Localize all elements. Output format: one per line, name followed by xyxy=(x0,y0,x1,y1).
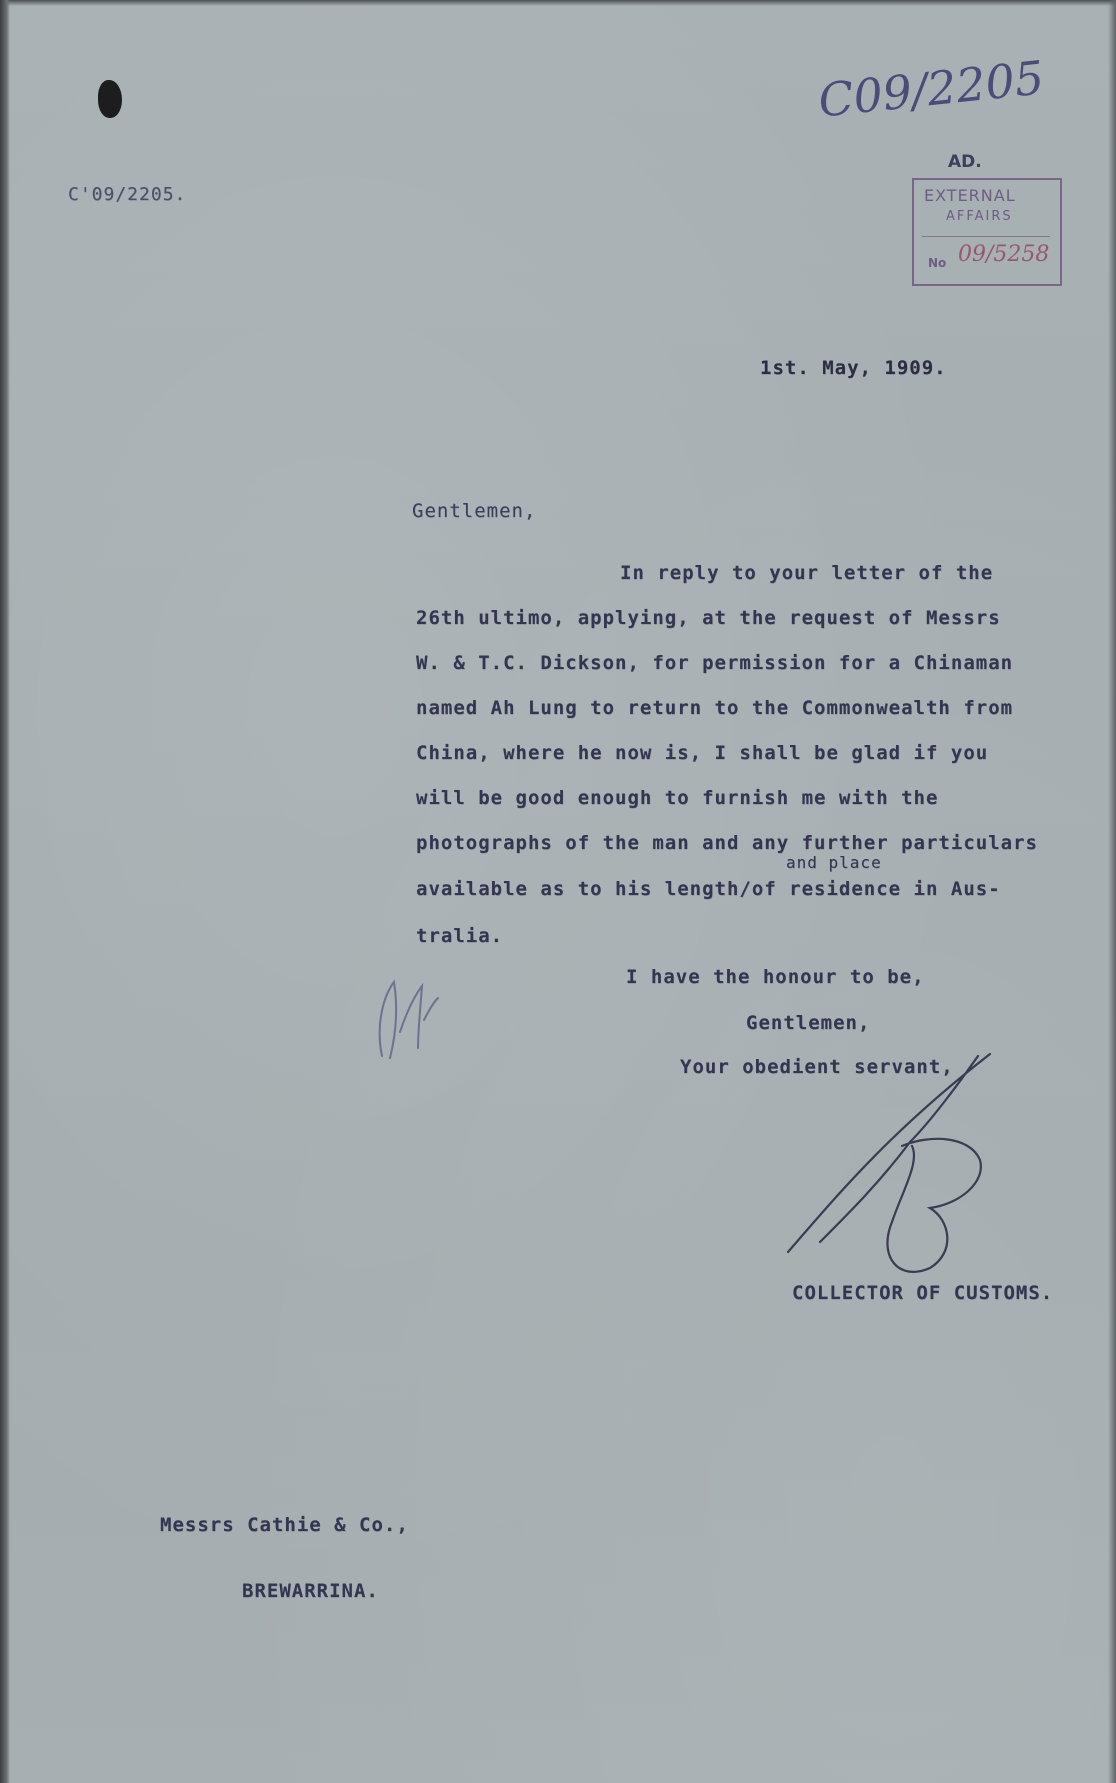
stamp-line-2: AFFAIRS xyxy=(946,209,1013,224)
signatory-title: COLLECTOR OF CUSTOMS. xyxy=(792,1282,1054,1304)
external-affairs-stamp xyxy=(912,178,1062,286)
signature xyxy=(780,1042,1020,1282)
punch-hole xyxy=(98,80,122,118)
body-line: available as to his length/of residence in Aus- xyxy=(416,878,1001,900)
page-edge-top xyxy=(0,0,1116,6)
addressee-name: Messrs Cathie & Co., xyxy=(160,1514,409,1536)
body-line: will be good enough to furnish me with the xyxy=(416,787,939,809)
stamp-rule xyxy=(922,236,1050,237)
page-edge-left xyxy=(0,0,10,1783)
interlinear-insertion: and place xyxy=(786,853,882,872)
body-line: photographs of the man and any further particulars xyxy=(416,832,1038,854)
letter-date: 1st. May, 1909. xyxy=(760,357,947,379)
body-line: China, where he now is, I shall be glad if you xyxy=(416,742,989,764)
handwritten-file-reference: C09/2205 xyxy=(815,50,1047,128)
body-line: 26th ultimo, applying, at the request of Messrs xyxy=(416,607,1001,629)
stamp-line-1: EXTERNAL xyxy=(924,186,1016,205)
typed-file-reference: C'09/2205. xyxy=(68,184,187,205)
page-edge-right xyxy=(1108,0,1116,1783)
closing-line-1: I have the honour to be, xyxy=(626,966,925,988)
closing-line-3: Your obedient servant, xyxy=(680,1056,954,1078)
addressee-town: BREWARRINA. xyxy=(242,1580,379,1602)
stamp-number: 09/5258 xyxy=(958,242,1050,267)
stamp-ad-mark: AD. xyxy=(948,152,982,172)
body-line: W. & T.C. Dickson, for permission for a Chinaman xyxy=(416,652,1014,674)
body-line: tralia. xyxy=(416,925,504,947)
closing-line-2: Gentlemen, xyxy=(746,1012,871,1034)
salutation: Gentlemen, xyxy=(412,500,537,522)
handwritten-initials xyxy=(372,968,452,1068)
body-line: named Ah Lung to return to the Commonwealth from xyxy=(416,697,1014,719)
body-line: In reply to your letter of the xyxy=(620,562,994,584)
stamp-no-label: No xyxy=(928,256,947,270)
